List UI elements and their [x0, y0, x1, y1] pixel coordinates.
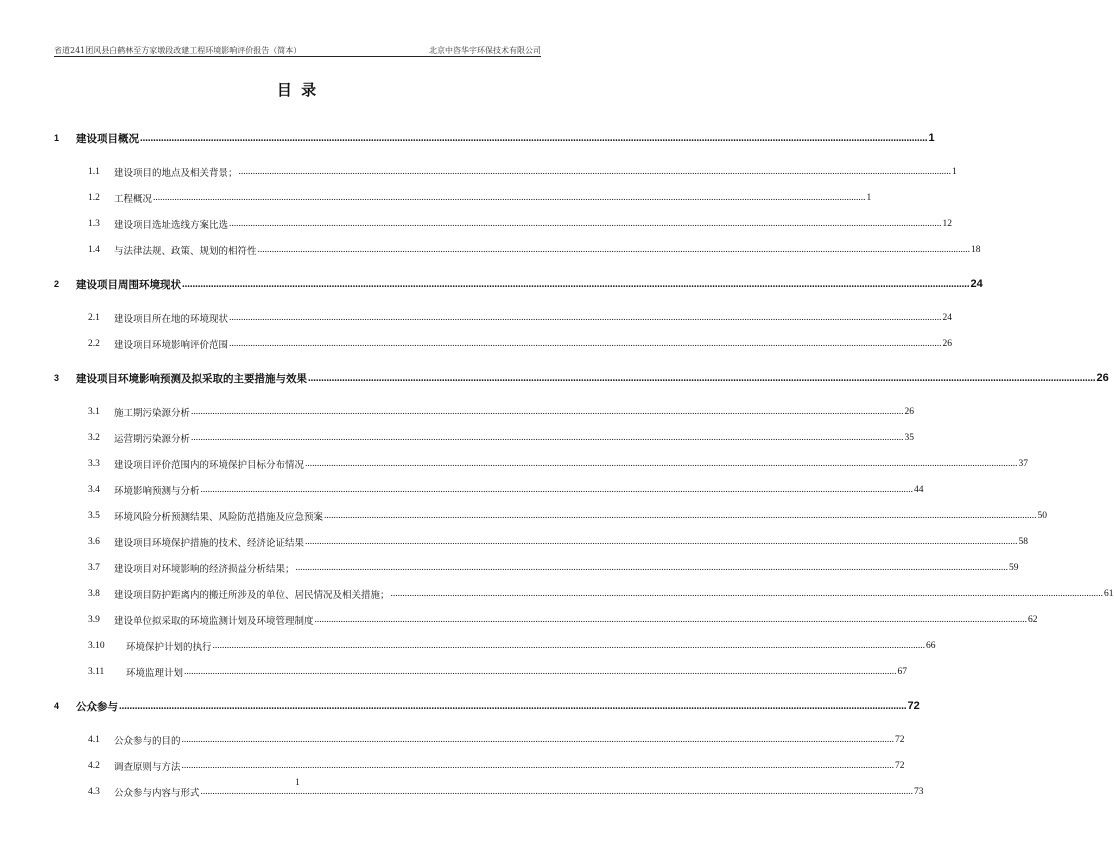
toc-entry-number: 1.4 — [88, 245, 100, 255]
toc-dot-leader: ............................................................................................................................................................................................................................................................................................................ — [295, 563, 1009, 573]
toc-entry-label: 与法律法规、政策、规划的相符性 — [114, 246, 257, 257]
toc-entry-page: 66 — [926, 641, 936, 651]
toc-section-entry[interactable] — [54, 185, 872, 211]
toc-section-entry[interactable] — [54, 727, 905, 753]
toc-section-entry[interactable] — [54, 633, 936, 659]
toc-dot-leader: ............................................................................................................................................................................................................................................................................................................ — [390, 589, 1104, 599]
toc-entry-label: 调查原则与方法 — [114, 762, 181, 773]
toc-entry-page: 26 — [942, 339, 953, 349]
toc-entry-page: 26 — [1096, 372, 1109, 384]
toc-dot-leader: ............................................................................................................................................................................................................................................................................................................ — [182, 278, 970, 290]
toc-dot-leader: ............................................................................................................................................................................................................................................................................................................ — [229, 339, 942, 349]
toc-entry-label: 施工期污染源分析 — [114, 408, 191, 419]
table-of-contents — [54, 117, 1114, 805]
toc-entry-page: 1 — [952, 167, 957, 177]
toc-entry-label: 建设单位拟采取的环境监测计划及环境管理制度 — [114, 616, 314, 627]
toc-entry-number: 3.5 — [88, 511, 100, 521]
toc-chapter-entry[interactable] — [54, 271, 983, 297]
toc-entry-number: 3 — [54, 373, 60, 383]
toc-dot-leader: ............................................................................................................................................................................................................................................................................................................ — [305, 459, 1018, 469]
toc-entry-label: 公众参与 — [76, 700, 118, 713]
toc-entry-label: 公众参与内容与形式 — [114, 788, 200, 799]
toc-section-entry[interactable] — [54, 159, 957, 185]
toc-entry-page: 1 — [866, 193, 872, 203]
header-report-title: 省道241团风县白鹤林至方家墩段改建工程环境影响评价报告（简本） — [54, 46, 302, 55]
toc-dot-leader: ............................................................................................................................................................................................................................................................................................................ — [191, 433, 904, 443]
toc-section-entry[interactable] — [54, 555, 1019, 581]
toc-entry-label: 建设项目环境影响预测及拟采取的主要措施与效果 — [76, 372, 307, 385]
toc-dot-leader: ............................................................................................................................................................................................................................................................................................................ — [229, 219, 942, 229]
toc-dot-leader: ............................................................................................................................................................................................................................................................................................................ — [200, 787, 914, 797]
toc-entry-label: 建设项目周围环境现状 — [76, 278, 181, 291]
toc-dot-leader: ............................................................................................................................................................................................................................................................................................................ — [153, 193, 866, 203]
toc-section-entry[interactable] — [54, 503, 1048, 529]
toc-section-entry[interactable] — [54, 607, 1038, 633]
toc-dot-leader: ............................................................................................................................................................................................................................................................................................................ — [140, 132, 928, 144]
toc-dot-leader: ............................................................................................................................................................................................................................................................................................................ — [119, 700, 907, 712]
toc-dot-leader: ............................................................................................................................................................................................................................................................................................................ — [238, 167, 952, 177]
toc-entry-number: 1.3 — [88, 219, 100, 229]
toc-entry-number: 4 — [54, 701, 60, 711]
toc-section-entry[interactable] — [54, 237, 981, 263]
toc-entry-label: 建设项目环境影响评价范围 — [114, 340, 229, 351]
toc-entry-number: 2 — [54, 279, 60, 289]
toc-entry-page: 18 — [971, 245, 981, 255]
toc-dot-leader: ............................................................................................................................................................................................................................................................................................................ — [324, 511, 1037, 521]
toc-section-entry[interactable] — [54, 659, 908, 685]
toc-entry-number: 4.2 — [88, 761, 100, 771]
toc-dot-leader: ............................................................................................................................................................................................................................................................................................................ — [191, 407, 904, 417]
toc-section-entry[interactable] — [54, 451, 1029, 477]
toc-dot-leader: ............................................................................................................................................................................................................................................................................................................ — [212, 641, 926, 651]
toc-dot-leader: ............................................................................................................................................................................................................................................................................................................ — [257, 245, 971, 255]
toc-entry-label: 建设项目的地点及相关背景； — [114, 168, 238, 179]
toc-section-entry[interactable] — [54, 425, 915, 451]
toc-entry-label: 环境风险分析预测结果、风险防范措施及应急预案 — [114, 512, 324, 523]
page-number: 1 — [295, 777, 300, 787]
toc-entry-page: 72 — [907, 700, 920, 712]
toc-entry-page: 58 — [1018, 537, 1029, 547]
toc-entry-label: 环境影响预测与分析 — [114, 486, 200, 497]
toc-chapter-entry[interactable] — [54, 365, 1109, 391]
toc-entry-number: 3.9 — [88, 615, 100, 625]
toc-entry-page: 72 — [895, 735, 905, 745]
toc-dot-leader: ............................................................................................................................................................................................................................................................................................................ — [200, 485, 914, 495]
toc-section-entry[interactable] — [54, 399, 915, 425]
toc-section-entry[interactable] — [54, 305, 953, 331]
toc-entry-page: 24 — [970, 278, 983, 290]
header-company: 北京中咨华宇环保技术有限公司 — [429, 46, 541, 55]
toc-entry-label: 建设项目概况 — [76, 132, 139, 145]
toc-entry-number: 3.7 — [88, 563, 100, 573]
toc-entry-page: 67 — [897, 667, 908, 677]
toc-dot-leader: ............................................................................................................................................................................................................................................................................................................ — [229, 313, 942, 323]
toc-entry-number: 1.2 — [88, 193, 100, 203]
toc-entry-label: 建设项目环境保护措施的技术、经济论证结果 — [114, 538, 305, 549]
toc-entry-page: 24 — [942, 313, 953, 323]
toc-entry-number: 3.11 — [88, 667, 105, 677]
toc-entry-page: 44 — [914, 485, 924, 495]
toc-entry-label: 建设项目防护距离内的搬迁所涉及的单位、居民情况及相关措施； — [114, 590, 390, 601]
toc-entry-label: 建设项目评价范围内的环境保护目标分布情况 — [114, 460, 305, 471]
toc-section-entry[interactable] — [54, 477, 924, 503]
toc-dot-leader: ............................................................................................................................................................................................................................................................................................................ — [181, 761, 895, 771]
toc-entry-label: 公众参与的目的 — [114, 736, 181, 747]
toc-entry-page: 62 — [1028, 615, 1038, 625]
header-divider — [54, 56, 541, 57]
toc-entry-page: 59 — [1009, 563, 1019, 573]
toc-entry-number: 4.1 — [88, 735, 100, 745]
page-title: 目 录 — [276, 81, 319, 99]
toc-dot-leader: ............................................................................................................................................................................................................................................................................................................ — [181, 735, 895, 745]
toc-entry-page: 12 — [942, 219, 953, 229]
toc-entry-page: 61 — [1104, 589, 1114, 599]
toc-entry-number: 3.6 — [88, 537, 100, 547]
toc-entry-page: 35 — [904, 433, 915, 443]
toc-entry-page: 72 — [895, 761, 905, 771]
toc-dot-leader: ............................................................................................................................................................................................................................................................................................................ — [184, 667, 897, 677]
toc-entry-number: 3.4 — [88, 485, 100, 495]
toc-entry-label: 环境监理计划 — [126, 668, 184, 679]
toc-section-entry[interactable] — [54, 753, 905, 779]
running-header — [54, 40, 541, 56]
toc-entry-number: 4.3 — [88, 787, 100, 797]
toc-entry-number: 3.2 — [88, 433, 100, 443]
toc-section-entry[interactable] — [54, 581, 1114, 607]
toc-entry-page: 1 — [928, 132, 935, 144]
toc-entry-number: 3.1 — [88, 407, 100, 417]
toc-entry-number: 3.8 — [88, 589, 100, 599]
toc-chapter-entry[interactable] — [54, 693, 920, 719]
toc-entry-number: 1.1 — [88, 167, 100, 177]
toc-dot-leader: ............................................................................................................................................................................................................................................................................................................ — [308, 372, 1096, 384]
toc-entry-page: 37 — [1018, 459, 1029, 469]
toc-entry-page: 73 — [914, 787, 924, 797]
toc-entry-label: 运营期污染源分析 — [114, 434, 191, 445]
toc-entry-label: 建设项目所在地的环境现状 — [114, 314, 229, 325]
toc-entry-label: 建设项目选址选线方案比选 — [114, 220, 229, 231]
toc-entry-number: 2.2 — [88, 339, 100, 349]
toc-chapter-entry[interactable] — [54, 125, 935, 151]
toc-section-entry[interactable] — [54, 211, 953, 237]
toc-entry-label: 建设项目对环境影响的经济损益分析结果； — [114, 564, 295, 575]
toc-entry-number: 3.3 — [88, 459, 100, 469]
toc-dot-leader: ............................................................................................................................................................................................................................................................................................................ — [305, 537, 1018, 547]
toc-dot-leader: ............................................................................................................................................................................................................................................................................................................ — [314, 615, 1028, 625]
toc-entry-page: 26 — [904, 407, 915, 417]
toc-entry-label: 工程概况 — [114, 194, 153, 205]
toc-entry-number: 1 — [54, 133, 60, 143]
toc-entry-number: 3.10 — [88, 641, 105, 651]
toc-section-entry[interactable] — [54, 529, 1029, 555]
toc-entry-page: 50 — [1037, 511, 1048, 521]
toc-entry-number: 2.1 — [88, 313, 100, 323]
toc-entry-label: 环境保护计划的执行 — [126, 642, 212, 653]
toc-section-entry[interactable] — [54, 331, 953, 357]
